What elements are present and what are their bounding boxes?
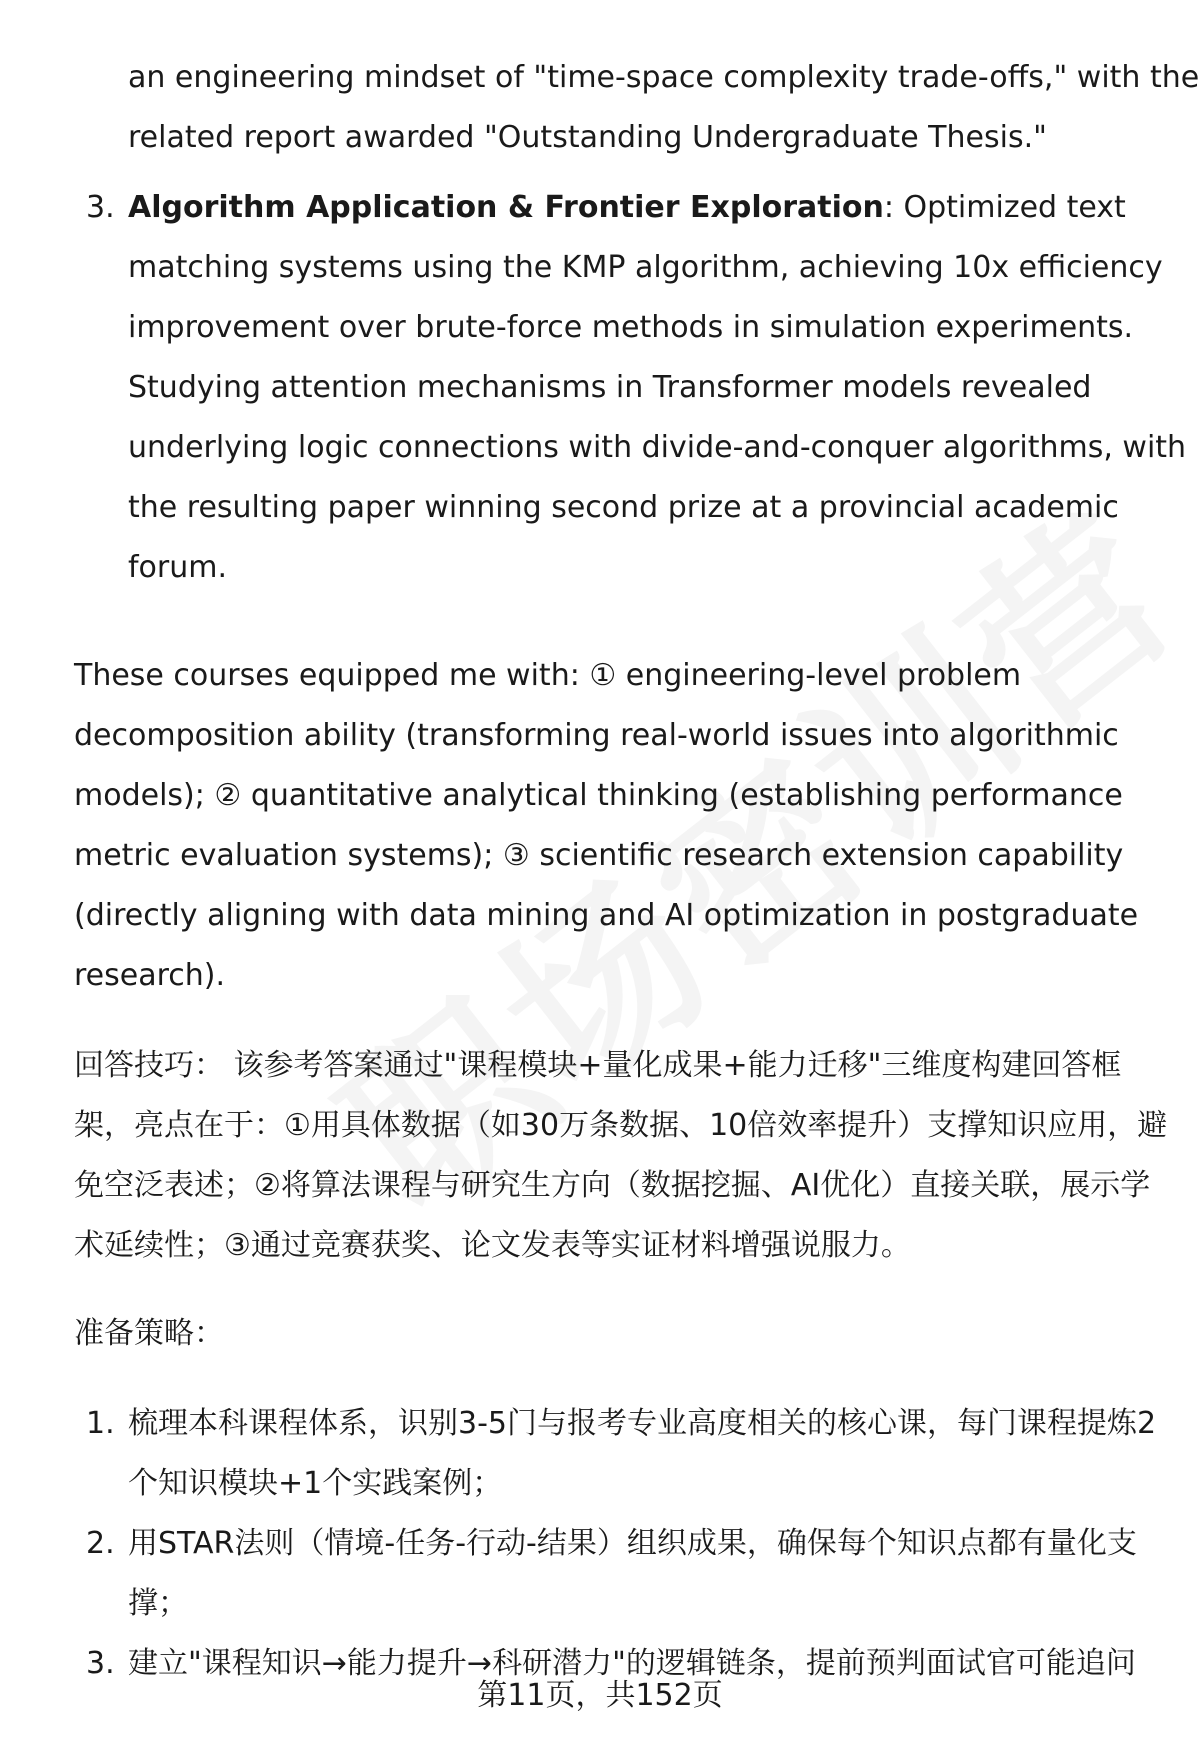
text-line: underlying logic connections with divide-and-conquer algorithms, with bbox=[128, 430, 1187, 465]
text-line: 用STAR法则（情境-任务-行动-结果）组织成果，确保每个知识点都有量化支 bbox=[128, 1526, 1137, 1561]
tips-paragraph bbox=[74, 1036, 1168, 1276]
text-line: 免空泛表述；②将算法课程与研究生方向（数据挖掘、AI优化）直接关联，展示学 bbox=[74, 1168, 1151, 1203]
list-number: 3. bbox=[86, 190, 115, 225]
item2-continuation bbox=[128, 48, 1200, 168]
strategy-item-1 bbox=[128, 1394, 1157, 1514]
text-line: 术延续性；③通过竞赛获奖、论文发表等实证材料增强说服力。 bbox=[74, 1228, 911, 1263]
text-line: the resulting paper winning second prize at a provincial academic bbox=[128, 490, 1119, 525]
text-line: 回答技巧： 该参考答案通过"课程模块+量化成果+能力迁移"三维度构建回答框 bbox=[74, 1048, 1122, 1083]
list-number: 3. bbox=[86, 1646, 115, 1681]
text-line: 撑； bbox=[128, 1586, 188, 1621]
text-line bbox=[128, 178, 1154, 238]
text-line: decomposition ability (transforming real-world issues into algorithmic bbox=[74, 718, 1119, 753]
strategy-heading bbox=[74, 1304, 1154, 1364]
text-line: 建立"课程知识→能力提升→科研潜力"的逻辑链条，提前预判面试官可能追问 bbox=[128, 1646, 1136, 1681]
text-line: Studying attention mechanisms in Transformer models revealed bbox=[128, 370, 1092, 405]
text-line: research). bbox=[74, 958, 226, 993]
summary-paragraph bbox=[74, 646, 1154, 1006]
text-line: (directly aligning with data mining and AI optimization in postgraduate bbox=[74, 898, 1139, 933]
text-line: 梳理本科课程体系，识别3-5门与报考专业高度相关的核心课，每门课程提炼2 bbox=[128, 1406, 1157, 1441]
heading-text: 准备策略： bbox=[74, 1316, 224, 1351]
list-number: 1. bbox=[86, 1406, 115, 1441]
text-span: : Optimized text bbox=[883, 190, 1126, 225]
page-footer: 第11页，共152页 bbox=[477, 1678, 723, 1713]
list-number: 2. bbox=[86, 1526, 115, 1561]
text-line: 个知识模块+1个实践案例； bbox=[128, 1466, 503, 1501]
text-line: metric evaluation systems); ③ scientific research extension capability bbox=[74, 838, 1124, 873]
text-line: forum. bbox=[128, 550, 228, 585]
item-heading: Algorithm Application & Frontier Exploration bbox=[128, 190, 884, 225]
text-line: models); ② quantitative analytical thinking (establishing performance bbox=[74, 778, 1123, 813]
text-line: 架，亮点在于：①用具体数据（如30万条数据、10倍效率提升）支撑知识应用，避 bbox=[74, 1108, 1168, 1143]
list-item-3 bbox=[128, 178, 1187, 598]
text-line: These courses equipped me with: ① engineering-level problem bbox=[74, 658, 1022, 693]
text-line: related report awarded "Outstanding Undergraduate Thesis." bbox=[128, 120, 1047, 155]
text-line: an engineering mindset of "time-space complexity trade-offs," with the bbox=[128, 60, 1200, 95]
strategy-item-2 bbox=[128, 1514, 1154, 1634]
text-line: matching systems using the KMP algorithm, achieving 10x efficiency bbox=[128, 250, 1163, 285]
text-line: improvement over brute-force methods in simulation experiments. bbox=[128, 310, 1134, 345]
